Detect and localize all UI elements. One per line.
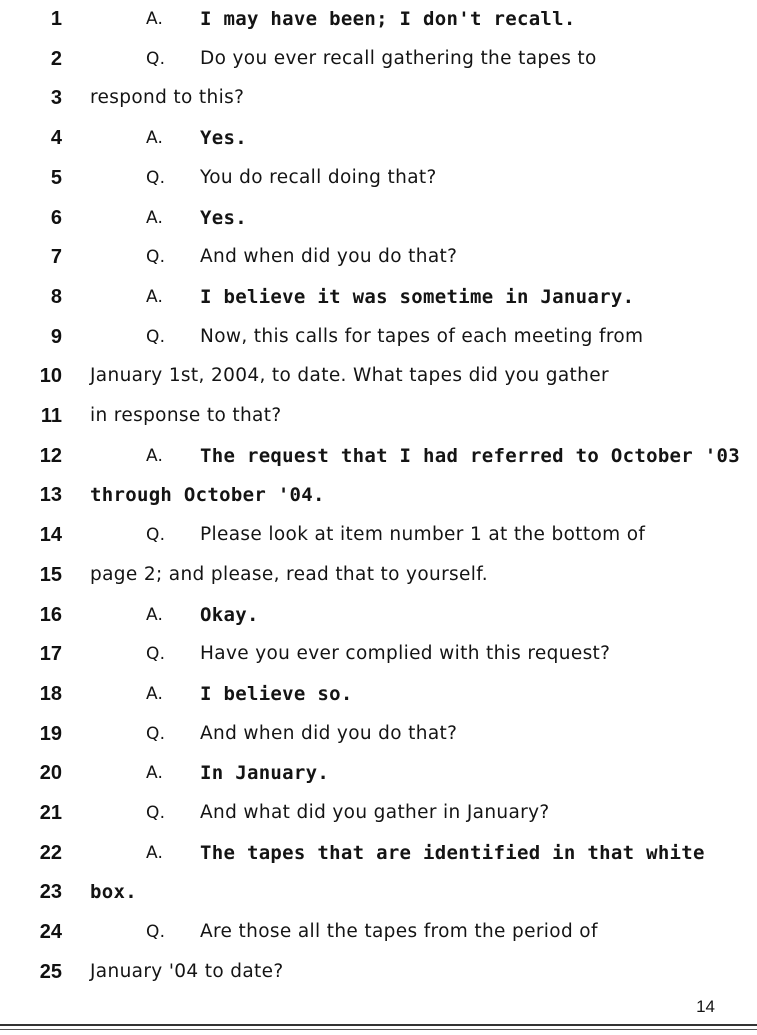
transcript-line	[0, 715, 757, 755]
line-number: 2	[50, 47, 62, 70]
transcript-line	[0, 556, 757, 596]
transcript-line	[0, 596, 757, 636]
footer-rule	[0, 1024, 757, 1026]
question-text: Are those all the tapes from the period of	[200, 921, 598, 943]
transcript-line	[0, 278, 757, 318]
question-label: Q.	[146, 723, 166, 744]
question-text: in response to that?	[90, 405, 282, 426]
question-label: Q.	[146, 48, 166, 69]
answer-text: In January.	[200, 762, 330, 785]
line-number: 9	[50, 325, 62, 348]
transcript-line	[0, 318, 757, 358]
line-number: 5	[50, 166, 62, 189]
transcript-line	[0, 397, 757, 437]
line-number: 13	[39, 484, 62, 507]
line-number: 14	[39, 524, 62, 547]
answer-text: Yes.	[200, 206, 247, 229]
transcript-line	[0, 40, 757, 80]
transcript-line	[0, 635, 757, 675]
question-text: And what did you gather in January?	[200, 802, 550, 823]
question-text: January '04 to date?	[90, 960, 284, 982]
answer-label: A.	[146, 286, 164, 307]
line-number: 19	[39, 722, 62, 745]
answer-text: The tapes that are identified in that white	[200, 841, 705, 864]
question-label: Q.	[146, 922, 166, 943]
transcript-line	[0, 675, 757, 715]
transcript-line	[0, 0, 757, 40]
question-text: You do recall doing that?	[200, 166, 437, 188]
line-number: 8	[50, 285, 62, 308]
answer-label: A.	[146, 128, 164, 149]
line-number: 24	[39, 921, 62, 944]
answer-text: The request that I had referred to October '03	[200, 444, 740, 467]
question-text: respond to this?	[90, 87, 245, 109]
question-text: page 2; and please, read that to yourself.	[90, 563, 488, 585]
line-number: 6	[50, 206, 62, 229]
question-text: January 1st, 2004, to date. What tapes did you gather	[90, 365, 609, 387]
line-number: 3	[50, 87, 62, 110]
question-label: Q.	[146, 525, 166, 546]
footer-rule-secondary	[0, 1029, 757, 1030]
answer-label: A.	[146, 207, 164, 228]
answer-label: A.	[146, 842, 164, 863]
question-label: Q.	[146, 803, 166, 823]
line-number: 23	[39, 881, 62, 904]
line-number: 16	[39, 603, 62, 626]
answer-text: Okay.	[200, 603, 259, 626]
transcript-line	[0, 476, 757, 516]
answer-text: I believe so.	[200, 682, 353, 705]
answer-text: through October '04.	[90, 484, 325, 507]
line-number: 22	[39, 841, 62, 864]
line-number: 18	[39, 682, 62, 705]
transcript-line	[0, 754, 757, 794]
line-number: 4	[50, 127, 62, 150]
line-number: 25	[39, 960, 62, 983]
answer-text: Yes.	[200, 127, 247, 150]
transcript-line	[0, 873, 757, 913]
line-number: 7	[50, 246, 62, 269]
transcript-line	[0, 516, 757, 556]
question-text: And when did you do that?	[200, 722, 458, 744]
question-label: Q.	[146, 644, 166, 665]
answer-text: I may have been; I don't recall.	[200, 8, 576, 30]
transcript-line	[0, 834, 757, 874]
line-number: 10	[39, 365, 62, 388]
transcript-line	[0, 119, 757, 159]
transcript-line	[0, 913, 757, 953]
line-number: 1	[50, 8, 62, 30]
answer-label: A.	[146, 445, 164, 466]
transcript-line	[0, 159, 757, 199]
question-text: Have you ever complied with this request?	[200, 643, 611, 665]
question-label: Q.	[146, 247, 166, 268]
line-number: 11	[40, 405, 62, 427]
question-text: Now, this calls for tapes of each meeting from	[200, 325, 644, 347]
transcript-line	[0, 437, 757, 477]
answer-label: A.	[146, 683, 164, 704]
page-number: 14	[696, 997, 715, 1016]
question-label: Q.	[146, 167, 166, 188]
question-text: And when did you do that?	[200, 246, 458, 268]
line-number: 12	[39, 444, 62, 467]
answer-text: I believe it was sometime in January.	[200, 285, 635, 308]
transcript-line	[0, 953, 757, 993]
transcript-line	[0, 79, 757, 119]
line-number: 17	[39, 643, 62, 666]
answer-label: A.	[146, 604, 164, 625]
answer-label: A.	[146, 763, 164, 784]
question-text: Please look at item number 1 at the bottom of	[200, 524, 646, 546]
answer-label: A.	[146, 9, 164, 29]
question-text: Do you ever recall gathering the tapes to	[200, 47, 597, 69]
answer-text: box.	[90, 881, 137, 904]
line-number: 21	[39, 802, 62, 824]
transcript-line	[0, 199, 757, 239]
question-label: Q.	[146, 326, 166, 347]
transcript-line	[0, 238, 757, 278]
transcript-line	[0, 357, 757, 397]
line-number: 15	[39, 563, 62, 586]
line-number: 20	[39, 762, 62, 785]
transcript-line	[0, 794, 757, 834]
